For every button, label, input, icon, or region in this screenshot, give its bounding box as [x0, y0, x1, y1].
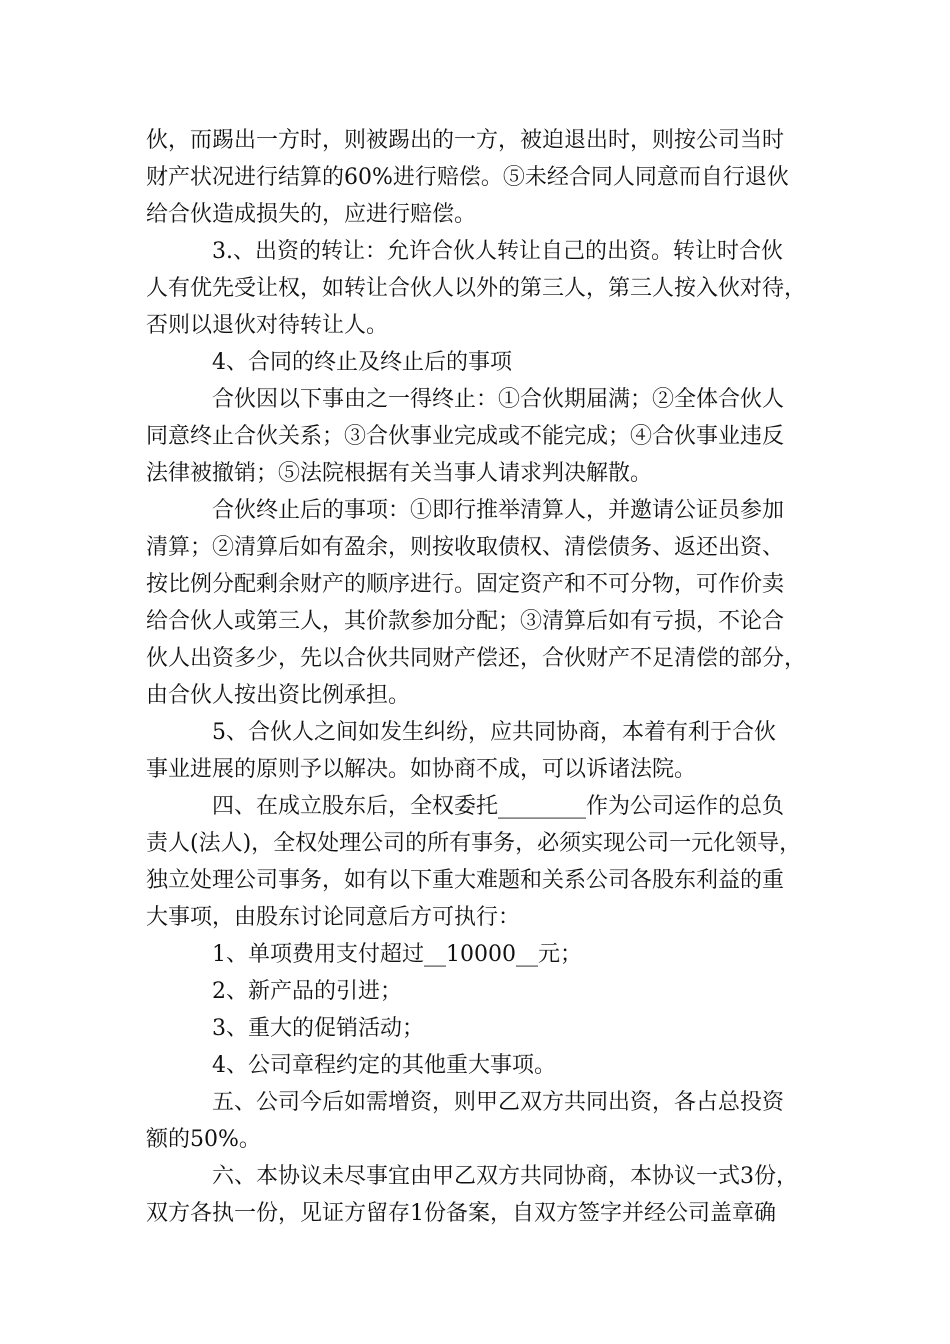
text-line: 四、在成立股东后，全权委托________作为公司运作的总负: [212, 794, 785, 819]
text-line: 2、新产品的引进；: [212, 979, 402, 1004]
text-line: 合伙因以下事由之一得终止：①合伙期届满；②全体合伙人: [212, 387, 785, 412]
text-line: 清算；②清算后如有盈余，则按收取债权、清偿债务、返还出资、: [146, 535, 785, 560]
text-line: 3.、出资的转让：允许合伙人转让自己的出资。转让时合伙: [212, 239, 783, 264]
text-line: 法律被撤销；⑤法院根据有关当事人请求判决解散。: [146, 461, 653, 486]
text-line: 事业进展的原则予以解决。如协商不成，可以诉诸法院。: [146, 757, 697, 782]
text-line: 同意终止合伙关系；③合伙事业完成或不能完成；④合伙事业违反: [146, 424, 785, 449]
text-line: 4、合同的终止及终止后的事项: [212, 350, 512, 375]
text-line: 责人(法人)，全权处理公司的所有事务，必须实现公司一元化领导，: [146, 831, 802, 856]
text-line: 六、本协议未尽事宜由甲乙双方共同协商，本协议一式3份，: [212, 1164, 798, 1189]
text-line: 伙人出资多少，先以合伙共同财产偿还，合伙财产不足清偿的部分，: [146, 646, 807, 671]
text-line: 5、合伙人之间如发生纠纷，应共同协商，本着有利于合伙: [212, 720, 776, 745]
text-line: 由合伙人按出资比例承担。: [146, 683, 411, 708]
text-line: 伙，而踢出一方时，则被踢出的一方，被迫退出时，则按公司当时: [146, 128, 785, 153]
text-line: 合伙终止后的事项：①即行推举清算人，并邀请公证员参加: [212, 498, 785, 523]
text-line: 1、单项费用支付超过__10000__元；: [212, 942, 582, 967]
text-line: 双方各执一份，见证方留存1份备案，自双方签字并经公司盖章确: [146, 1201, 776, 1226]
text-line: 五、公司今后如需增资，则甲乙双方共同出资，各占总投资: [212, 1090, 785, 1115]
text-line: 4、公司章程约定的其他重大事项。: [212, 1053, 556, 1078]
text-line: 大事项，由股东讨论同意后方可执行：: [146, 905, 521, 930]
text-line: 按比例分配剩余财产的顺序进行。固定资产和不可分物，可作价卖: [146, 572, 785, 597]
text-line: 人有优先受让权，如转让合伙人以外的第三人，第三人按入伙对待，: [146, 276, 807, 301]
text-line: 额的50%。: [146, 1127, 261, 1152]
text-line: 财产状况进行结算的60%进行赔偿。⑤未经合同人同意而自行退伙: [146, 165, 789, 190]
text-line: 给合伙人或第三人，其价款参加分配；③清算后如有亏损，不论合: [146, 609, 785, 634]
text-line: 独立处理公司事务，如有以下重大难题和关系公司各股东利益的重: [146, 868, 785, 893]
text-line: 3、重大的促销活动；: [212, 1016, 424, 1041]
text-line: 给合伙造成损失的，应进行赔偿。: [146, 202, 477, 227]
text-line: 否则以退伙对待转让人。: [146, 313, 389, 338]
